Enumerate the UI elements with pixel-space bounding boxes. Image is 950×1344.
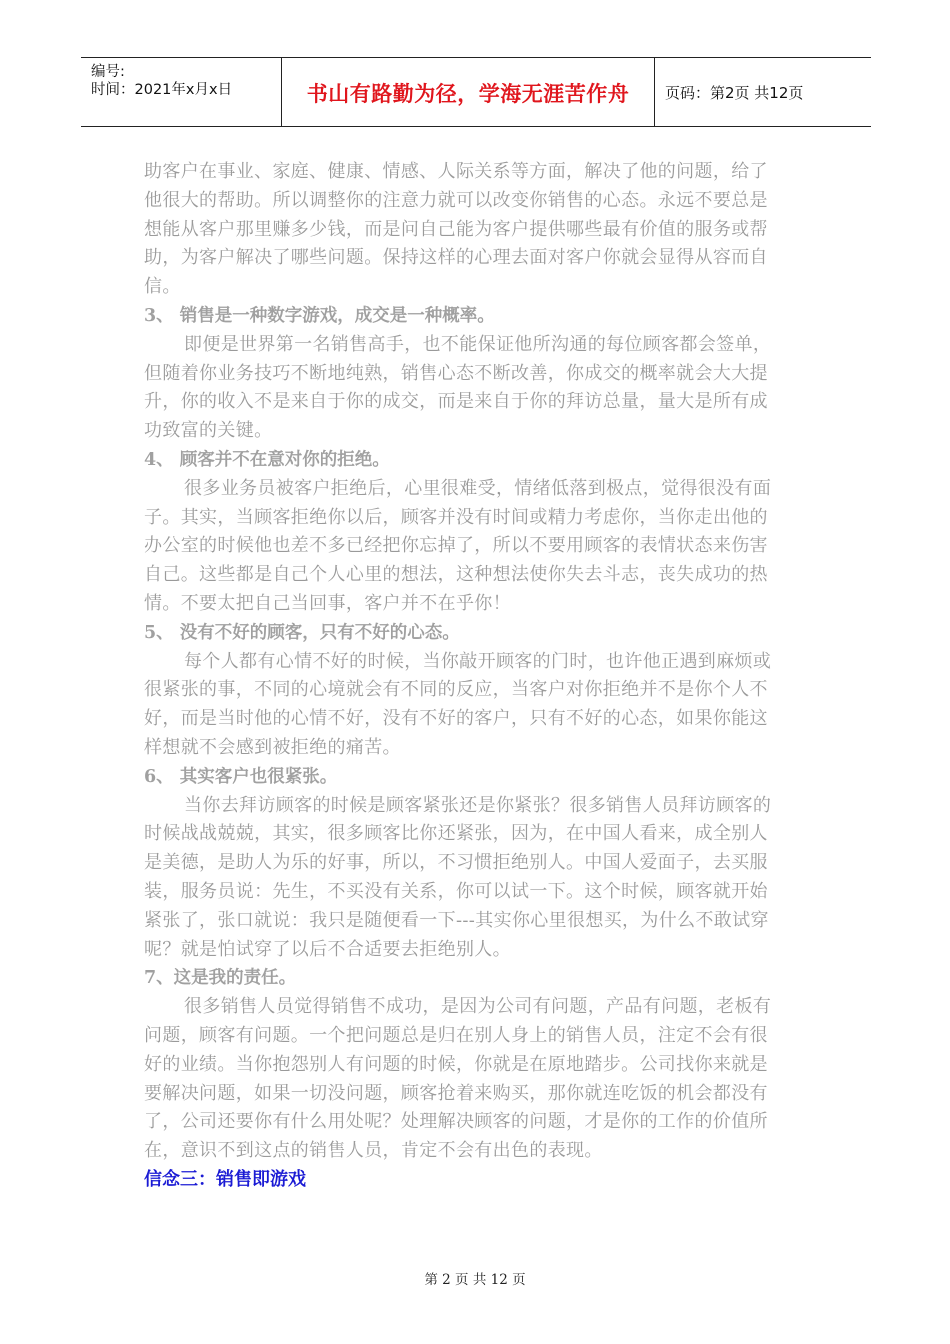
text-line: 时候战战兢兢，其实，很多顾客比你还紧张，因为，在中国人看来，成全别人	[144, 823, 768, 845]
text-line: 了，公司还要你有什么用处呢？处理解决顾客的问题，才是你的工作的价值所	[144, 1111, 768, 1133]
heading-6: 6、 其实客户也很紧张。	[144, 766, 338, 787]
text-line: 很多销售人员觉得销售不成功，是因为公司有问题，产品有问题，老板有	[184, 996, 772, 1018]
text-line: 子。其实，当顾客拒绝你以后，顾客并没有时间或精力考虑你，当你走出他的	[144, 506, 768, 528]
text-line: 好，而是当时他的心情不好，没有不好的客户，只有不好的心态，如果你能这	[144, 708, 768, 730]
text-line: 自己。这些都是自己个人心里的想法，这种想法使你失去斗志，丧失成功的热	[144, 564, 768, 586]
text-line: 在，意识不到这点的销售人员，肯定不会有出色的表现。	[144, 1140, 603, 1162]
text-line: 想能从客户那里赚多少钱，而是问自己能为客户提供哪些最有价值的服务或帮	[144, 218, 768, 240]
text-line: 是美德，是助人为乐的好事，所以，不习惯拒绝别人。中国人爱面子，去买服	[144, 852, 768, 874]
text-line: 很多业务员被客户拒绝后，心里很难受，情绪低落到极点，觉得很没有面	[184, 477, 772, 499]
header-page-cell	[655, 58, 871, 126]
text-line: 要解决问题，如果一切没问题，顾客抢着来购买，那你就连吃饭的机会都没有	[144, 1082, 768, 1104]
header-motto: 书山有路勤为径，学海无涯苦作舟	[306, 82, 630, 106]
paragraph-3	[144, 331, 799, 446]
paragraph-6	[144, 792, 799, 965]
text-line: 每个人都有心情不好的时候，当你敲开顾客的门时，也许他正遇到麻烦或	[184, 650, 772, 672]
text-line: 很紧张的事，不同的心境就会有不同的反应，当客户对你拒绝并不是你个人不	[144, 679, 768, 701]
heading-4: 4、 顾客并不在意对你的拒绝。	[144, 449, 390, 470]
text-line: 信。	[144, 276, 181, 298]
heading-5: 5、 没有不好的顾客，只有不好的心态。	[144, 622, 460, 643]
text-line: 办公室的时候他也差不多已经把你忘掉了，所以不要用顾客的表情状态来伤害	[144, 535, 768, 557]
text-line: 紧张了，张口就说：我只是随便看一下---其实你心里很想买，为什么不敢试穿	[144, 909, 769, 931]
text-line: 功致富的关键。	[144, 420, 273, 442]
paragraph-continued	[144, 158, 799, 302]
text-line: 当你去拜访顾客的时候是顾客紧张还是你紧张？很多销售人员拜访顾客的	[184, 794, 772, 816]
text-line: 情。不要太把自己当回事，客户并不在乎你！	[144, 592, 511, 614]
text-line: 问题，顾客有问题。一个把问题总是归在别人身上的销售人员，注定不会有很	[144, 1024, 768, 1046]
heading-7: 7、这是我的责任。	[144, 968, 297, 989]
paragraph-4	[144, 475, 799, 619]
text-line: 助客户在事业、家庭、健康、情感、人际关系等方面，解决了他的问题，给了	[144, 161, 768, 182]
text-line: 他很大的帮助。所以调整你的注意力就可以改变你销售的心态。永远不要总是	[144, 189, 768, 211]
text-line: 呢？就是怕试穿了以后不合适要去拒绝别人。	[144, 938, 511, 960]
text-line: 即便是世界第一名销售高手，也不能保证他所沟通的每位顾客都会签单，	[184, 333, 772, 355]
text-line: 但随着你业务技巧不断地纯熟，销售心态不断改善，你成交的概率就会大大提	[144, 362, 768, 384]
text-line: 样想就不会感到被拒绝的痛苦。	[144, 736, 401, 758]
paragraph-5	[144, 648, 799, 763]
text-line: 助，为客户解决了哪些问题。保持这样的心理去面对客户你就会显得从容而自	[144, 247, 768, 269]
header-page-number: 页码：第2页 共12页	[665, 84, 804, 102]
document-number-label: 编号:	[91, 64, 125, 80]
text-line: 装，服务员说：先生，不买没有关系，你可以试一下。这个时候，顾客就开始	[144, 880, 768, 902]
text-line: 好的业绩。当你抱怨别人有问题的时候，你就是在原地踏步。公司找你来就是	[144, 1053, 768, 1075]
section-title: 信念三：销售即游戏	[144, 1168, 306, 1190]
header-meta-cell	[81, 58, 282, 126]
header-motto-cell	[282, 58, 655, 126]
paragraph-7	[144, 993, 799, 1166]
text-line: 升，你的收入不是来自于你的成交，而是来自于你的拜访总量，量大是所有成	[144, 391, 768, 413]
page-header	[81, 57, 871, 127]
heading-3: 3、 销售是一种数字游戏，成交是一种概率。	[144, 305, 495, 326]
document-body	[144, 158, 799, 1195]
document-date-label: 时间：2021年x月x日	[91, 82, 233, 98]
page-footer: 第 2 页 共 12 页	[424, 1272, 526, 1288]
